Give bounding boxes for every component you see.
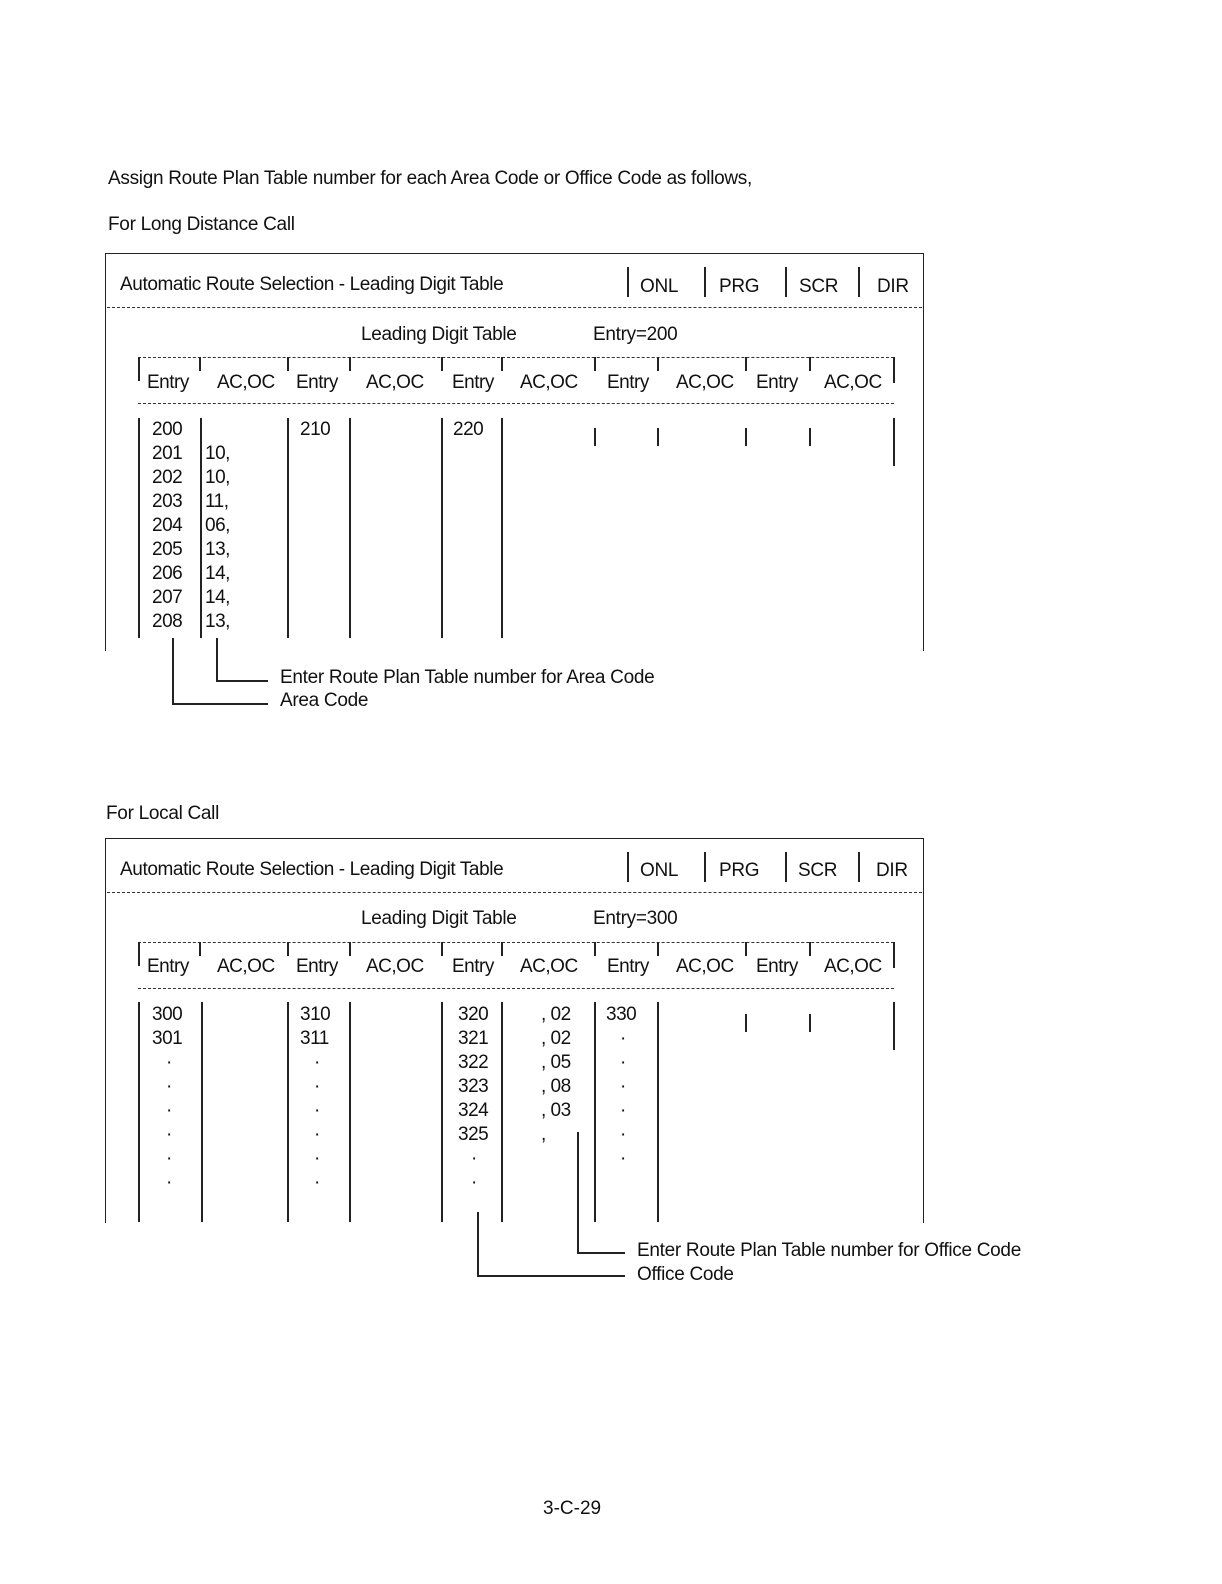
col-header-entry-2: Entry xyxy=(296,956,338,977)
window-title: Automatic Route Selection - Leading Digit Table xyxy=(120,274,504,295)
header-top-rule xyxy=(138,357,894,358)
entry-310[interactable]: 310 xyxy=(300,1004,331,1025)
entry-325[interactable]: 325 xyxy=(458,1124,489,1145)
col-header-acoc-3: AC,OC xyxy=(520,372,578,393)
grid-tick xyxy=(809,357,811,371)
grid-tick xyxy=(138,942,140,966)
column-rule xyxy=(349,1002,351,1222)
callout-line xyxy=(172,703,268,705)
grid-tick xyxy=(287,942,289,956)
grid-tick xyxy=(657,942,659,956)
column-rule xyxy=(893,418,895,466)
callout-office-code: Office Code xyxy=(637,1264,734,1285)
entry-300[interactable]: 300 xyxy=(152,1004,183,1025)
entry-ellipsis: · xyxy=(471,1148,477,1169)
callout-line xyxy=(577,1132,579,1253)
button-separator xyxy=(704,267,706,297)
grid-tick xyxy=(287,357,289,371)
entry-205[interactable]: 205 xyxy=(152,539,183,560)
entry-220[interactable]: 220 xyxy=(453,419,484,440)
entry-ellipsis: · xyxy=(314,1124,320,1145)
callout-line xyxy=(477,1212,479,1276)
column-rule xyxy=(594,1002,596,1222)
callout-line xyxy=(172,638,174,704)
leading-digit-subtitle: Leading Digit Table xyxy=(361,908,517,929)
col-header-acoc-2: AC,OC xyxy=(366,372,424,393)
dir-button[interactable]: DIR xyxy=(877,276,909,297)
entry-ellipsis: · xyxy=(620,1124,626,1145)
column-rule xyxy=(441,418,443,638)
entry-ellipsis: · xyxy=(314,1172,320,1193)
header-bottom-rule xyxy=(138,988,894,989)
button-separator xyxy=(704,852,706,882)
col-header-entry-1: Entry xyxy=(147,956,189,977)
area-code-value-206[interactable]: 14, xyxy=(205,563,230,584)
office-code-value-321[interactable]: , 02 xyxy=(541,1028,571,1049)
entry-ellipsis: · xyxy=(620,1148,626,1169)
entry-200[interactable]: 200 xyxy=(152,419,183,440)
grid-tick xyxy=(441,357,443,371)
entry-ellipsis: · xyxy=(314,1076,320,1097)
col-header-acoc-1: AC,OC xyxy=(217,956,275,977)
column-rule xyxy=(138,418,140,638)
area-code-value-208[interactable]: 13, xyxy=(205,611,230,632)
scr-button[interactable]: SCR xyxy=(798,860,838,881)
title-divider xyxy=(107,307,922,308)
button-separator xyxy=(858,267,860,297)
col-header-acoc-4: AC,OC xyxy=(676,372,734,393)
entry-ellipsis: · xyxy=(620,1100,626,1121)
entry-ellipsis: · xyxy=(166,1148,172,1169)
col-header-entry-2: Entry xyxy=(296,372,338,393)
callout-office-code-route: Enter Route Plan Table number for Office Code xyxy=(637,1240,1021,1261)
entry-210[interactable]: 210 xyxy=(300,419,331,440)
area-code-value-207[interactable]: 14, xyxy=(205,587,230,608)
column-rule xyxy=(441,1002,443,1222)
entry-info: Entry=200 xyxy=(593,324,678,345)
col-header-entry-3: Entry xyxy=(452,956,494,977)
entry-203[interactable]: 203 xyxy=(152,491,183,512)
col-header-entry-1: Entry xyxy=(147,372,189,393)
column-rule xyxy=(657,428,659,446)
ars-window-local xyxy=(105,838,924,1223)
prg-button[interactable]: PRG xyxy=(719,276,760,297)
office-code-value-320[interactable]: , 02 xyxy=(541,1004,571,1025)
entry-ellipsis: · xyxy=(166,1100,172,1121)
callout-line xyxy=(477,1275,625,1277)
title-divider xyxy=(107,892,922,893)
grid-tick xyxy=(745,357,747,371)
grid-tick xyxy=(809,942,811,956)
entry-201[interactable]: 201 xyxy=(152,443,183,464)
grid-tick xyxy=(199,942,201,956)
dir-button[interactable]: DIR xyxy=(876,860,908,881)
entry-ellipsis: · xyxy=(620,1076,626,1097)
callout-line xyxy=(216,680,268,682)
onl-button[interactable]: ONL xyxy=(640,276,679,297)
area-code-value-205[interactable]: 13, xyxy=(205,539,230,560)
entry-ellipsis: · xyxy=(620,1052,626,1073)
col-header-acoc-4: AC,OC xyxy=(676,956,734,977)
entry-301[interactable]: 301 xyxy=(152,1028,183,1049)
column-rule xyxy=(594,428,596,446)
window-title: Automatic Route Selection - Leading Digit Table xyxy=(120,859,504,880)
column-rule xyxy=(201,1002,203,1222)
grid-tick xyxy=(893,942,895,968)
col-header-acoc-5: AC,OC xyxy=(824,372,882,393)
office-code-value-324[interactable]: , 03 xyxy=(541,1100,571,1121)
entry-208[interactable]: 208 xyxy=(152,611,183,632)
col-header-acoc-5: AC,OC xyxy=(824,956,882,977)
col-header-acoc-1: AC,OC xyxy=(217,372,275,393)
entry-311[interactable]: 311 xyxy=(300,1028,329,1049)
col-header-entry-3: Entry xyxy=(452,372,494,393)
callout-line xyxy=(216,638,218,681)
column-rule xyxy=(200,418,202,638)
area-code-value-201[interactable]: 10, xyxy=(205,443,230,464)
grid-tick xyxy=(893,357,895,383)
entry-ellipsis: · xyxy=(314,1052,320,1073)
grid-tick xyxy=(657,357,659,371)
entry-ellipsis: · xyxy=(314,1100,320,1121)
grid-tick xyxy=(501,942,503,956)
entry-ellipsis: · xyxy=(166,1124,172,1145)
grid-tick xyxy=(199,357,201,371)
grid-tick xyxy=(501,357,503,371)
grid-tick xyxy=(594,357,596,371)
button-separator xyxy=(858,852,860,882)
entry-322[interactable]: 322 xyxy=(458,1052,489,1073)
col-header-entry-4: Entry xyxy=(607,956,649,977)
header-top-rule xyxy=(138,942,894,943)
onl-button[interactable]: ONL xyxy=(640,860,679,881)
entry-323[interactable]: 323 xyxy=(458,1076,489,1097)
grid-tick xyxy=(594,942,596,956)
column-rule xyxy=(501,1002,503,1222)
column-rule xyxy=(745,1014,747,1032)
grid-tick xyxy=(138,357,140,381)
entry-207[interactable]: 207 xyxy=(152,587,183,608)
prg-button[interactable]: PRG xyxy=(719,860,760,881)
local-call-heading: For Local Call xyxy=(106,803,220,824)
column-rule xyxy=(809,428,811,446)
grid-tick xyxy=(349,357,351,371)
entry-ellipsis: · xyxy=(166,1052,172,1073)
column-rule xyxy=(745,428,747,446)
entry-ellipsis: · xyxy=(471,1172,477,1193)
button-separator xyxy=(627,852,629,882)
column-rule xyxy=(287,418,289,638)
entry-ellipsis: · xyxy=(620,1028,626,1049)
col-header-acoc-2: AC,OC xyxy=(366,956,424,977)
button-separator xyxy=(785,852,787,882)
column-rule xyxy=(138,1002,140,1222)
entry-202[interactable]: 202 xyxy=(152,467,183,488)
header-bottom-rule xyxy=(138,403,894,404)
intro-text: Assign Route Plan Table number for each Area Code or Office Code as follows, xyxy=(108,168,752,189)
grid-tick xyxy=(745,942,747,956)
col-header-entry-5: Entry xyxy=(756,956,798,977)
entry-324[interactable]: 324 xyxy=(458,1100,489,1121)
entry-ellipsis: · xyxy=(166,1172,172,1193)
office-code-value-323[interactable]: , 08 xyxy=(541,1076,571,1097)
page-number: 3-C-29 xyxy=(543,1498,602,1519)
scr-button[interactable]: SCR xyxy=(799,276,839,297)
col-header-entry-5: Entry xyxy=(756,372,798,393)
grid-tick xyxy=(441,942,443,956)
entry-206[interactable]: 206 xyxy=(152,563,183,584)
entry-204[interactable]: 204 xyxy=(152,515,183,536)
column-rule xyxy=(501,418,503,638)
column-rule xyxy=(893,1002,895,1050)
office-code-value-322[interactable]: , 05 xyxy=(541,1052,571,1073)
callout-area-code: Area Code xyxy=(280,690,369,711)
column-rule xyxy=(657,1002,659,1222)
entry-320[interactable]: 320 xyxy=(458,1004,489,1025)
grid-tick xyxy=(349,942,351,956)
button-separator xyxy=(785,267,787,297)
entry-330[interactable]: 330 xyxy=(606,1004,637,1025)
long-distance-heading: For Long Distance Call xyxy=(108,214,295,235)
column-rule xyxy=(287,1002,289,1222)
callout-area-code-route: Enter Route Plan Table number for Area Code xyxy=(280,667,655,688)
column-rule xyxy=(349,418,351,638)
area-code-value-203[interactable]: 11, xyxy=(205,491,229,512)
office-code-value-325[interactable]: , xyxy=(541,1124,546,1145)
callout-line xyxy=(577,1252,625,1254)
column-rule xyxy=(809,1014,811,1032)
button-separator xyxy=(627,267,629,297)
entry-ellipsis: · xyxy=(166,1076,172,1097)
leading-digit-subtitle: Leading Digit Table xyxy=(361,324,517,345)
area-code-value-204[interactable]: 06, xyxy=(205,515,230,536)
entry-ellipsis: · xyxy=(314,1148,320,1169)
entry-info: Entry=300 xyxy=(593,908,678,929)
col-header-entry-4: Entry xyxy=(607,372,649,393)
area-code-value-202[interactable]: 10, xyxy=(205,467,230,488)
col-header-acoc-3: AC,OC xyxy=(520,956,578,977)
entry-321[interactable]: 321 xyxy=(458,1028,489,1049)
